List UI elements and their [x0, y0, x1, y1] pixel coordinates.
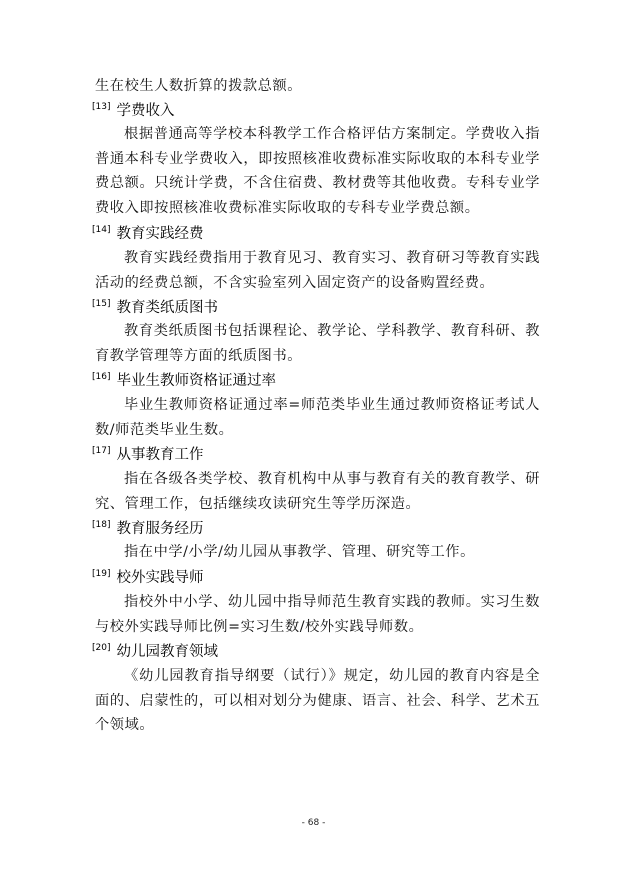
- section-heading-16: [92, 371, 542, 391]
- section-title: 学费收入: [116, 103, 175, 119]
- section-heading-15: [92, 298, 542, 318]
- page-number: - 68 -: [301, 818, 326, 828]
- section-number: [13]: [92, 102, 111, 112]
- section-body-18: 指在中学/小学/幼儿园从事教学、管理、研究等工作。: [124, 544, 475, 560]
- section-body-17: 指在各级各类学校、教育机构中从事与教育有关的教育教学、研究、管理工作，包括继续攻读研究生等学历深造。: [95, 471, 540, 512]
- section-number: [20]: [92, 643, 111, 653]
- section-number: [15]: [92, 299, 111, 309]
- section-body-13: 根据普通高等学校本科教学工作合格评估方案制定。学费收入指普通本科专业学费收入，即按照核准收费标准实际收取的本科专业学费总额。只统计学费，不含住宿费、教材费等其他收费。专科专业学费收入即按照核准收费标准实际收取的专科专业学费总额。: [95, 126, 540, 216]
- section-number: [18]: [92, 520, 111, 530]
- section-title: 教育类纸质图书: [116, 300, 218, 316]
- section-body-15: 教育类纸质图书包括课程论、教学论、学科教学、教育科研、教育教学管理等方面的纸质图书。: [95, 323, 540, 364]
- section-title: 从事教育工作: [116, 447, 204, 463]
- section-number: [16]: [92, 372, 111, 382]
- section-body-19: 指校外中小学、幼儿园中指导师范生教育实践的教师。实习生数与校外实践导师比例=实习生数/校外实践导师数。: [95, 594, 540, 635]
- section-heading-13: [92, 101, 542, 121]
- section-number: [17]: [92, 446, 111, 456]
- section-title: 校外实践导师: [116, 570, 204, 586]
- section-heading-18: [92, 519, 542, 539]
- section-title: 毕业生教师资格证通过率: [116, 373, 276, 389]
- intro-paragraph: 生在校生人数折算的拨款总额。: [95, 78, 303, 94]
- section-body-20: 《幼儿园教育指导纲要（试行）》规定，幼儿园的教育内容是全面的、启蒙性的，可以相对划分为健康、语言、社会、科学、艺术五个领域。: [95, 668, 540, 734]
- section-number: [14]: [92, 225, 111, 235]
- section-heading-17: [92, 445, 542, 465]
- section-title: 幼儿园教育领域: [116, 644, 218, 660]
- section-body-16: 毕业生教师资格证通过率=师范类毕业生通过教师资格证考试人数/师范类毕业生数。: [95, 397, 540, 438]
- section-body-14: 教育实践经费指用于教育见习、教育实习、教育研习等教育实践活动的经费总额，不含实验室列入固定资产的设备购置经费。: [95, 250, 540, 291]
- section-heading-14: [92, 224, 542, 244]
- section-title: 教育服务经历: [116, 521, 204, 537]
- section-title: 教育实践经费: [116, 226, 204, 242]
- section-heading-19: [92, 568, 542, 588]
- section-number: [19]: [92, 569, 111, 579]
- section-heading-20: [92, 642, 542, 662]
